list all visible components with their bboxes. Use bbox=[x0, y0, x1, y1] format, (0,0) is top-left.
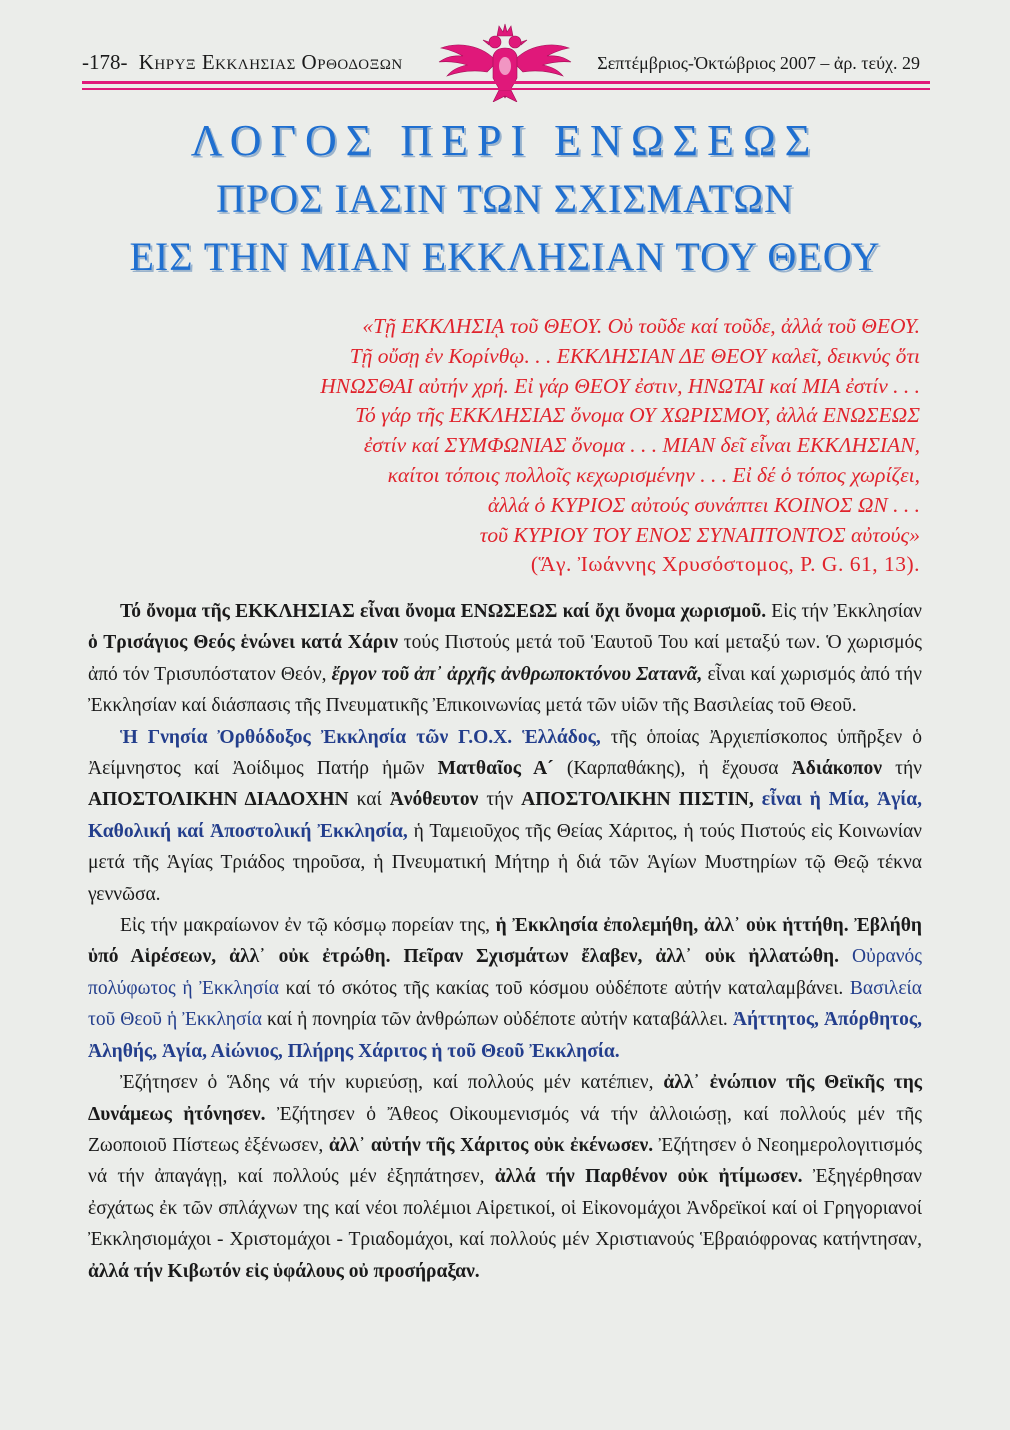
double-headed-eagle-icon bbox=[437, 22, 573, 102]
highlight: Ἡ Γνησία Ὀρθόδοξος Ἐκκλησία τῶν Γ.Ο.Χ. Ἑλλάδος, bbox=[120, 726, 601, 748]
highlight: Ἀήττητος, Ἀπόρθητος, Ἀληθής, Ἁγία, Αἰώνιος, Πλήρης Χάριτος ἡ τοῦ Θεοῦ Ἐκκλησία. bbox=[88, 1009, 923, 1062]
text-run: τήν bbox=[478, 789, 522, 811]
article-title bbox=[60, 112, 950, 286]
text-run: καί ἡ πονηρία τῶν ἀνθρώπων οὐδέποτε αὐτήν καταβάλλει. bbox=[261, 1009, 733, 1031]
emphasis: ἀλλ᾽ αὐτήν τῆς Χάριτος οὐκ ἐκένωσεν. bbox=[328, 1134, 654, 1156]
header-rule-bottom bbox=[82, 88, 930, 90]
article-body bbox=[88, 596, 922, 1287]
quote-source: (Ἅγ. Ἰωάννης Χρυσόστομος, P. G. 61, 13). bbox=[530, 552, 920, 577]
text-run: εἶναι καί χωρισμός ἀπό τήν Ἐκκλησίαν καί διάσπασις τῆς Πνευματικῆς Ἐπικοινωνίας μετά τῶν υἱῶν τῆς Βασιλείας τοῦ Θεοῦ. bbox=[88, 663, 922, 717]
title-line-2: ΠΡΟΣ ΙΑΣΙΝ ΤΩΝ ΣΧΙΣΜΑΤΩΝ bbox=[216, 176, 794, 221]
paragraph-2 bbox=[88, 722, 922, 910]
paragraph-1 bbox=[88, 596, 922, 722]
text-run: καί bbox=[348, 789, 390, 811]
text-run: (Καρπαθάκης), ἡ ἔχουσα bbox=[553, 758, 792, 780]
title-line-3: ΕΙΣ ΤΗΝ ΜΙΑΝ ΕΚΚΛΗΣΙΑΝ ΤΟΥ ΘΕΟΥ bbox=[129, 234, 881, 279]
highlight: Οὐρανός πολύφωτος ἡ Ἐκκλησία bbox=[88, 946, 922, 999]
epigraph-quote bbox=[100, 312, 920, 580]
emphasis-italic: ἔργον τοῦ ἀπ᾽ ἀρχῆς ἀνθρωποκτόνου Σατανᾶ, bbox=[331, 663, 703, 685]
emphasis: ἀλλά τήν Κιβωτόν εἰς ὑφάλους οὐ προσήραξαν. bbox=[88, 1260, 480, 1282]
quote-line: Τῇ οὔσῃ ἐν Κορίνθῳ. . . ΕΚΚΛΗΣΙΑΝ ΔΕ ΘΕΟΥ καλεῖ, δεικνύς ὅτι bbox=[349, 343, 920, 368]
emphasis: Ματθαῖος Α´ bbox=[437, 758, 554, 780]
paragraph-3 bbox=[88, 910, 922, 1067]
highlight: εἶναι ἡ Μία, Ἁγία, Καθολική καί Ἀποστολική Ἐκκλησία, bbox=[88, 789, 923, 842]
text-run: Εἰς τήν μακραίωνον ἐν τῷ κόσμῳ πορείαν της, bbox=[120, 915, 496, 937]
emphasis: ΑΠΟΣΤΟΛΙΚΗΝ ΔΙΑΔΟΧΗΝ bbox=[88, 789, 349, 811]
text-run: ἡ Ταμειοῦχος τῆς Θείας Χάριτος, ἡ τούς Πιστούς εἰς Κοινωνίαν μετά τῆς Ἁγίας Τριάδος τηροῦσα, ἡ Πνευματική Μήτηρ ἡ διά τῶν Ἁγίων Μυστηρίων τῷ Θεῷ τέκνα γεννῶσα. bbox=[88, 820, 922, 905]
quote-line: καίτοι τόποις πολλοῖς κεχωρισμένην . . . Εἰ δέ ὁ τόπος χωρίζει, bbox=[387, 462, 920, 487]
emphasis: Ἀδιάκοπον bbox=[791, 758, 882, 780]
text-run: τούς Πιστούς μετά τοῦ Ἑαυτοῦ Του καί μεταξύ των. Ὁ χωρισμός ἀπό τόν Τρισυπόστατον Θεόν, bbox=[88, 632, 923, 685]
quote-line: τοῦ ΚΥΡΙΟΥ ΤΟΥ ΕΝΟΣ ΣΥΝΑΠΤΟΝΤΟΣ αὐτούς» bbox=[479, 522, 920, 547]
highlight: Βασιλεία τοῦ Θεοῦ ἡ Ἐκκλησία bbox=[88, 977, 922, 1031]
title-line-1: ΛΟΓΟΣ ΠΕΡΙ ΕΝΩΣΕΩΣ bbox=[190, 116, 820, 165]
emphasis: ἡ Ἐκκλησία ἐπολεμήθη, ἀλλ᾽ οὐκ ἡττήθη. Ἐβλήθη ὑπό Αἱρέσεων, ἀλλ᾽ οὐκ ἐτρώθη. Πεῖραν Σχισμάτων ἔλαβεν, ἀλλ᾽ οὐκ ἠλλατώθη. bbox=[88, 915, 922, 968]
emphasis: Ἀνόθευτον bbox=[389, 789, 479, 811]
issue-info: Σεπτέμβριος-Ὀκτώβριος 2007 – ἀρ. τεύχ. 29 bbox=[597, 53, 920, 73]
page-number: -178- bbox=[82, 50, 128, 74]
quote-line: ΗΝΩΣΘΑΙ αὐτήν χρή. Εἰ γάρ ΘΕΟΥ ἐστιν, ΗΝΩΤΑΙ καί ΜΙΑ ἐστίν . . . bbox=[320, 373, 920, 398]
emphasis: ΑΠΟΣΤΟΛΙΚΗΝ ΠΙΣΤΙΝ, bbox=[521, 789, 754, 811]
emphasis: ὁ Τρισάγιος Θεός ἑνώνει κατά Χάριν bbox=[88, 632, 398, 654]
quote-line: ἐστίν καί ΣΥΜΦΩΝΙΑΣ ὄνομα . . . ΜΙΑΝ δεῖ εἶναι ΕΚΚΛΗΣΙΑΝ, bbox=[363, 433, 920, 458]
emphasis: Τό ὄνομα τῆς ΕΚΚΛΗΣΙΑΣ εἶναι ὄνομα ΕΝΩΣΕΩΣ καί ὄχι ὄνομα χωρισμοῦ. bbox=[120, 601, 767, 622]
text-run: Ἐζήτησεν ὁ Ἅδης νά τήν κυριεύσῃ, καί πολλούς μέν κατέπιεν, bbox=[120, 1072, 664, 1094]
text-run: τῆς ὁποίας Ἀρχιεπίσκοπος ὑπῆρξεν ὁ Ἀείμνηστος καί Ἀοίδιμος Πατήρ ἡμῶν bbox=[88, 726, 922, 780]
text-run: καί τό σκότος τῆς κακίας τοῦ κόσμου οὐδέποτε αὐτήν καταλαμβάνει. bbox=[279, 977, 850, 999]
header-rule-top bbox=[82, 81, 930, 84]
text-run: Ἐξηγέρθησαν ἐσχάτως ἐκ τῶν σπλάχνων της καί νέοι πολέμιοι Αἱρετικοί, οἱ Εἰκονομάχοι Ἀνδρεϊκοί καί οἱ Γρηγοριανοί Ἐκκλησιομάχοι - Χριστομάχοι - Τριαδομάχοι, καί πολλούς μέν Χριστιανούς Ἑβραιόφρονας κατήντησαν, bbox=[88, 1166, 922, 1251]
text-run: Ἐζήτησεν ὁ Νεοημερολογιτισμός νά τήν ἀπαγάγῃ, καί πολλούς μέν ἐξηπάτησεν, bbox=[88, 1134, 922, 1188]
emphasis: ἀλλά τήν Παρθένον οὐκ ἠτίμωσεν. bbox=[494, 1166, 803, 1188]
quote-line: ἀλλά ὁ ΚΥΡΙΟΣ αὐτούς συνάπτει ΚΟΙΝΟΣ ΩΝ . . . bbox=[487, 492, 920, 517]
magazine-name: Κηρυξ Εκκλησιας Ορθοδοξων bbox=[138, 50, 403, 74]
text-run: Εἰς τήν Ἐκκλησίαν bbox=[766, 601, 922, 622]
paragraph-4 bbox=[88, 1067, 922, 1287]
quote-line: Τό γάρ τῆς ΕΚΚΛΗΣΙΑΣ ὄνομα ΟΥ ΧΩΡΙΣΜΟΥ, ἀλλά ΕΝΩΣΕΩΣ bbox=[355, 403, 920, 428]
text-run: τήν bbox=[881, 758, 922, 780]
page-header bbox=[0, 0, 1010, 100]
quote-line: «Τῇ ΕΚΚΛΗΣΙᾼ τοῦ ΘΕΟΥ. Οὐ τοῦδε καί τοῦδε, ἀλλά τοῦ ΘΕΟΥ. bbox=[362, 314, 920, 338]
emphasis: ἀλλ᾽ ἐνώπιον τῆς Θεϊκῆς της Δυνάμεως ἠτόνησεν. bbox=[88, 1072, 922, 1125]
text-run: Ἐζήτησεν ὁ Ἄθεος Οἰκουμενισμός νά τήν ἀλλοιώσῃ, καί πολλούς μέν τῆς Ζωοποιοῦ Πίστεως ἐξένωσεν, bbox=[88, 1103, 922, 1156]
header-left bbox=[82, 50, 403, 75]
